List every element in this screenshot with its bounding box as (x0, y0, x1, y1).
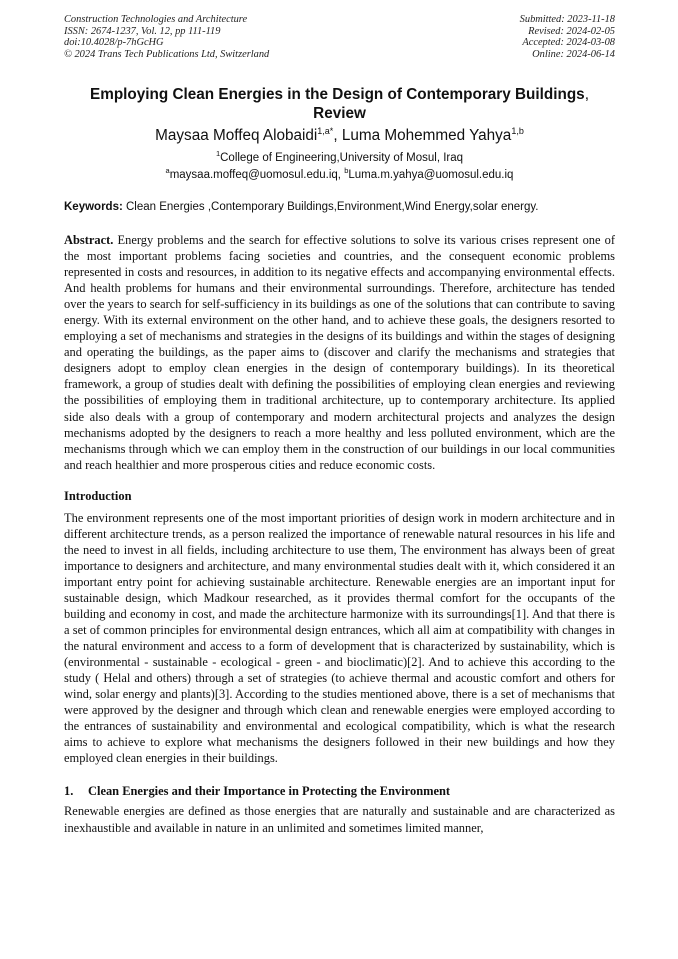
journal-copyright: © 2024 Trans Tech Publications Ltd, Switzerland (64, 48, 270, 60)
date-online: Online: 2024-06-14 (532, 48, 615, 60)
journal-info (64, 14, 269, 60)
author-1: Maysaa Moffeq Alobaidi (155, 127, 318, 144)
keywords-label: Keywords: (64, 201, 123, 213)
abstract-label: Abstract. (64, 233, 114, 247)
date-accepted: Accepted: 2024-03-08 (522, 37, 615, 48)
paper-page (64, 14, 615, 836)
abstract (64, 232, 615, 473)
introduction-text: The environment represents one of the most important priorities of design work in modern architecture and in different architecture trends, as a person realized the importance of renewable natural resources in his life and the need to invest in all fields, including architecture to use them, The environment has always been of great importance to designers and architecture, and many environmental studies dealt with it, which considered it an important entry point for achieving sustainable architecture. Renewable energies are an important input for sustainable design, which Madkour researched, as it provides thermal comfort for the occupants of the building and economy in cost, and made the architecture harmonize with its surroundings[1]. And that there is a set of common principles for environmental design entrances, which all aim at compatibility with changes in the natural environment and access to a form of development that is characterized by sustainability, which is (environmental - sustainable - ecological - green - and bioclimatic)[2]. And to achieve this according to the study ( Helal and others) through a set of strategies (to achieve thermal and acoustic comfort and others for wind, solar energy and plants)[3]. According to the studies mentioned above, there is a set of mechanisms that were approved by the designer and through which clean and renewable energies were employed according to the entrances of sustainability and environmental and ecological compatibility, which is what the research aims to achieve to explore what mechanisms the designers followed in their new buildings and how they employed clean energies in their buildings. (64, 510, 615, 766)
journal-name: Construction Technologies and Architecture (64, 14, 248, 25)
section-1-title: Clean Energies and their Importance in Protecting the Environment (88, 784, 451, 799)
email-a[interactable]: maysaa.moffeq@uomosul.edu.iq, (169, 169, 345, 181)
affiliation-text: College of Engineering,University of Mosul, Iraq (220, 152, 464, 164)
journal-issn: ISSN: 2674-1237, Vol. 12, pp 111-119 (64, 25, 221, 37)
email-b[interactable]: Luma.m.yahya@uomosul.edu.iq (348, 169, 514, 181)
section-1-number: 1. (64, 784, 74, 799)
paper-title (64, 85, 615, 123)
email-a-mark: a (165, 166, 170, 176)
author-2-affiliation-mark: 1,b (511, 125, 524, 136)
author-separator: , (333, 127, 342, 144)
author-emails (64, 166, 615, 181)
author-1-affiliation-mark: 1,a* (317, 125, 334, 136)
publication-dates (520, 14, 615, 60)
section-1-text: Renewable energies are defined as those energies that are naturally and sustainable and are characterized as inexhaustible and available in nature in an unlimited and sometimes limited manner, (64, 804, 615, 835)
author-2: Luma Mohemmed Yahya (341, 127, 512, 144)
keywords-text: Clean Energies ,Contemporary Buildings,Environment,Wind Energy,solar energy. (122, 201, 539, 213)
keywords (64, 201, 615, 213)
date-submitted: Submitted: 2023-11-18 (519, 14, 615, 25)
journal-header (64, 14, 615, 60)
title-line-2: Review (313, 105, 366, 122)
title-line-1: Employing Clean Energies in the Design of Contemporary Buildings (90, 86, 585, 103)
affiliation (64, 149, 615, 164)
abstract-text: Energy problems and the search for effective solutions to solve its various crises represent one of the most important problems facing societies and countries, and the consequent economic problems represented in costs and resources, in addition to its negative effects and accompanying environmental effects. And health problems for humans and their environmental surroundings. Therefore, architecture has tended over the years to search for self-sufficiency in its buildings as one of the solutions that can contribute to saving energy. With its external environment on the other hand, and to achieve these goals, the designers resorted to employing a set of mechanisms and strategies in the designs of its buildings and within the stages of designing and operating the buildings, as the paper aims to (discover and clarify the mechanisms and strategies that designers adopt to employ clean energies in the design of contemporary buildings). In its theoretical framework, a group of studies dealt with defining the possibilities of employing clean energies and reviewing the possibilities of employing them in traditional architecture, up to contemporary architecture. Its applied side also deals with a group of contemporary and modern architectural projects and analyzes the design mechanisms adopted by the designers to reach a more healthy and less polluted environment, which are the mechanisms through which we can employ them in the construction of our buildings in our local communities and reach healthier and more prosperous cities and reduce economic costs. (64, 233, 615, 472)
affiliation-mark: 1 (215, 149, 221, 159)
email-b-mark: b (344, 166, 349, 176)
journal-doi: doi:10.4028/p-7hGcHG (64, 37, 164, 48)
author-list (64, 127, 615, 145)
section-1-heading (64, 784, 615, 799)
introduction-heading: Introduction (64, 488, 132, 503)
title-comma: , (584, 86, 589, 103)
date-revised: Revised: 2024-02-05 (528, 25, 615, 37)
